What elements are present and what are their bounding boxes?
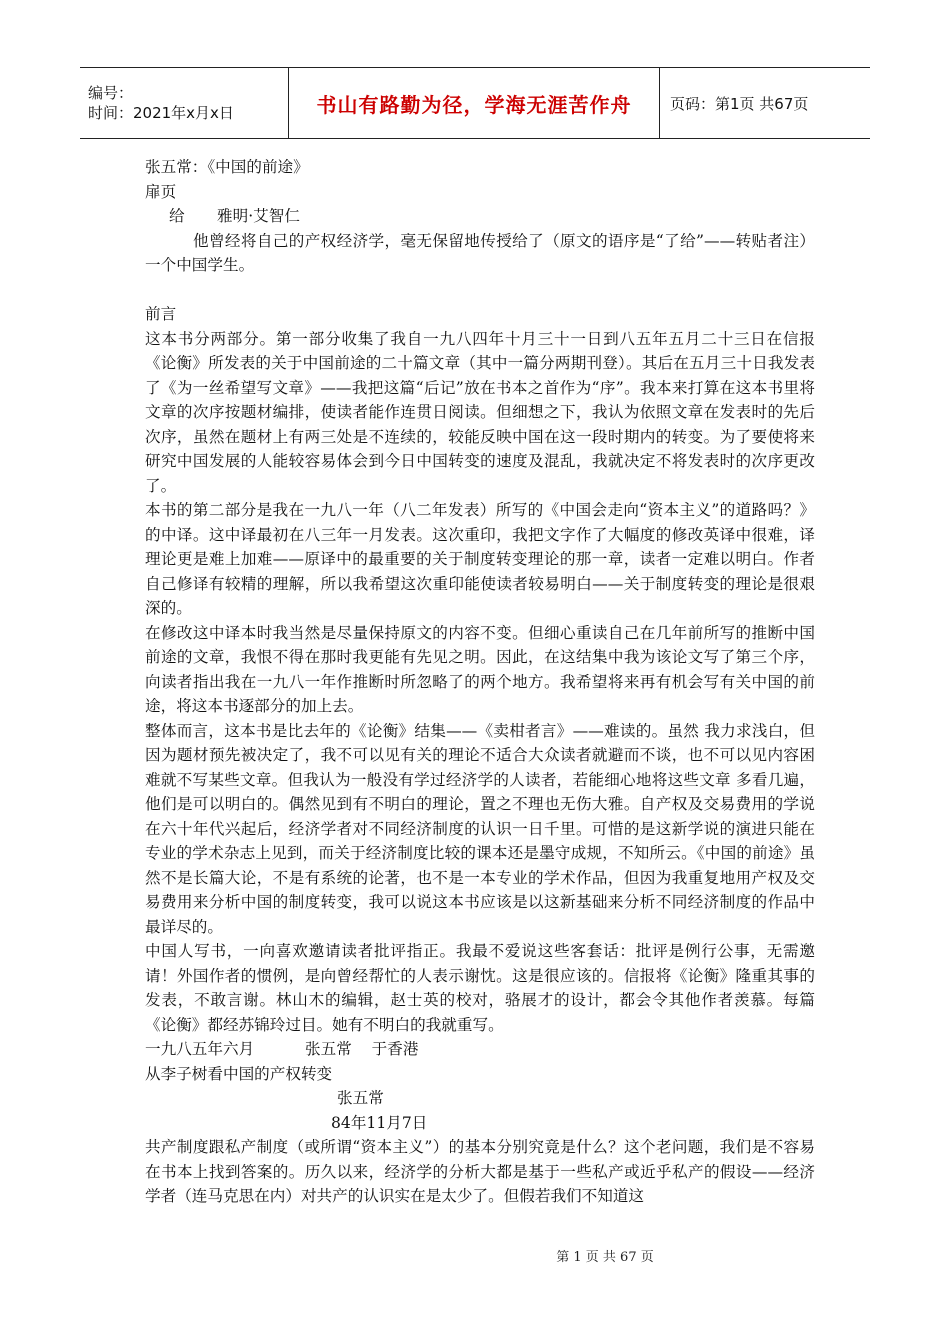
page-header (80, 67, 870, 139)
header-motto: 书山有路勤为径，学海无涯苦作舟 (289, 68, 660, 138)
preface-signature (145, 1037, 815, 1062)
preface-place: 于香港 (371, 1040, 419, 1058)
preface-paragraph: 在修改这中译本时我当然是尽量保持原文的内容不变。但细心重读自己在几年前所写的推断中国前途的文章，我恨不得在那时我更能有先见之明。因此，在这结集中我为该论文写了第三个序，向读者指出我在一九八一年作推断时所忽略了的两个地方。我希望将来再有机会写有关中国的前途，将这本书逐部分的加上去。 (145, 623, 815, 715)
header-page-info: 页码：第1页 共67页 (670, 94, 809, 113)
article-title: 从李子树看中国的产权转变 (145, 1064, 333, 1083)
page-footer (0, 1246, 950, 1265)
article-author: 张五常 (337, 1089, 384, 1107)
article-body: 共产制度跟私产制度（或所谓“资本主义”）的基本分别究竟是什么？这个老问题，我们是不容易在书本上找到答案的。历久以来，经济学的分析大都是基于一些私产或近乎私产的假设——经济学者（连马克思在内）对共产的认识实在是太少了。但假若我们不知道这 (145, 1138, 815, 1205)
dedication-name: 雅明·艾智仁 (217, 207, 300, 225)
footer-page-number: 第 1 页 共 67 页 (556, 1250, 654, 1265)
dedication-to: 给 (169, 207, 185, 225)
time-label: 时间：2021年x月x日 (88, 104, 234, 122)
header-meta (80, 68, 289, 138)
article-date: 84年11月7日 (331, 1113, 428, 1132)
document-body (145, 155, 815, 1209)
preface-paragraph: 这本书分两部分。第一部分收集了我自一九八四年十月三十一日到八五年五月二十三日在信报《论衡》所发表的关于中国前途的二十篇文章（其中一篇分两期刊登）。其后在五月三十日我发表了《为一丝希望写文章》——我把这篇“后记”放在书本之首作为“序”。我本来打算在这本书里将文章的次序按题材编排，使读者能作连贯日阅读。但细想之下，我认为依照文章在发表时的先后次序，虽然在题材上有两三处是不连续的，较能反映中国在这一段时期内的转变。为了要使将来研究中国发展的人能较容易体会到今日中国转变的速度及混乱，我就决定不将发表时的次序更改了。 (145, 329, 815, 495)
dedication (145, 204, 815, 229)
preface-paragraph: 整体而言，这本书是比去年的《论衡》结集——《卖柑者言》——难读的。虽然 我力求浅白，但因为题材预先被决定了，我不可以见有关的理论不适合大众读者就避而不谈，也不可以见内容困难就不写某些文章。但我认为一般没有学过经济学的人读者，若能细心地将这些文章 多看几遍，他们是可以明白的。偶然见到有不明白的理论，置之不理也无伤大雅。自产权及交易费用的学说在六十年代兴起后，经济学者对不同经济制度的认识一日千里。可惜的是这新学说的演进只能在专业的学术杂志上见到，而关于经济制度比较的课本还是墨守成规，不知所云。《中国的前途》虽然不是长篇大论，不是有系统的论著，也不是一本专业的学术作品，但因为我重复地用产权及交易费用来分析中国的制度转变，我可以说这本书应该是以这新基础来分析不同经济制度的作品中最详尽的。 (145, 721, 815, 936)
number-label: 编号： (88, 84, 134, 102)
flyleaf-label: 扉页 (145, 182, 177, 201)
preface-paragraph: 本书的第二部分是我在一九八一年（八二年发表）所写的《中国会走向“资本主义”的道路吗？》的中译。这中译最初在八三年一月发表。这次重印，我把文字作了大幅度的修改英译中很难，译理论更是难上加难——原译中的最重要的关于制度转变理论的那一章，读者一定难以明白。作者自己修译有较精的理解，所以我希望这次重印能使读者较易明白——关于制度转变的理论是很艰深的。 (145, 501, 815, 617)
preface-date: 一九八五年六月 (145, 1040, 255, 1058)
document-title: 张五常：《中国的前途》 (145, 158, 309, 176)
dedication-text: 他曾经将自己的产权经济学，毫无保留地传授给了（原文的语序是“了给”——转贴者注）一个中国学生。 (145, 231, 815, 274)
preface-title: 前言 (145, 305, 177, 323)
preface-paragraph: 中国人写书，一向喜欢邀请读者批评指正。我最不爱说这些客套话：批评是例行公事，无需邀请！外国作者的惯例，是向曾经帮忙的人表示谢忱。这是很应该的。信报将《论衡》隆重其事的发表，不敢言谢。林山木的编辑，赵士英的校对，骆展才的设计，都会令其他作者羡慕。每篇《论衡》都经苏锦玲过目。她有不明白的我就重写。 (145, 942, 815, 1034)
preface-author: 张五常 (305, 1040, 352, 1058)
